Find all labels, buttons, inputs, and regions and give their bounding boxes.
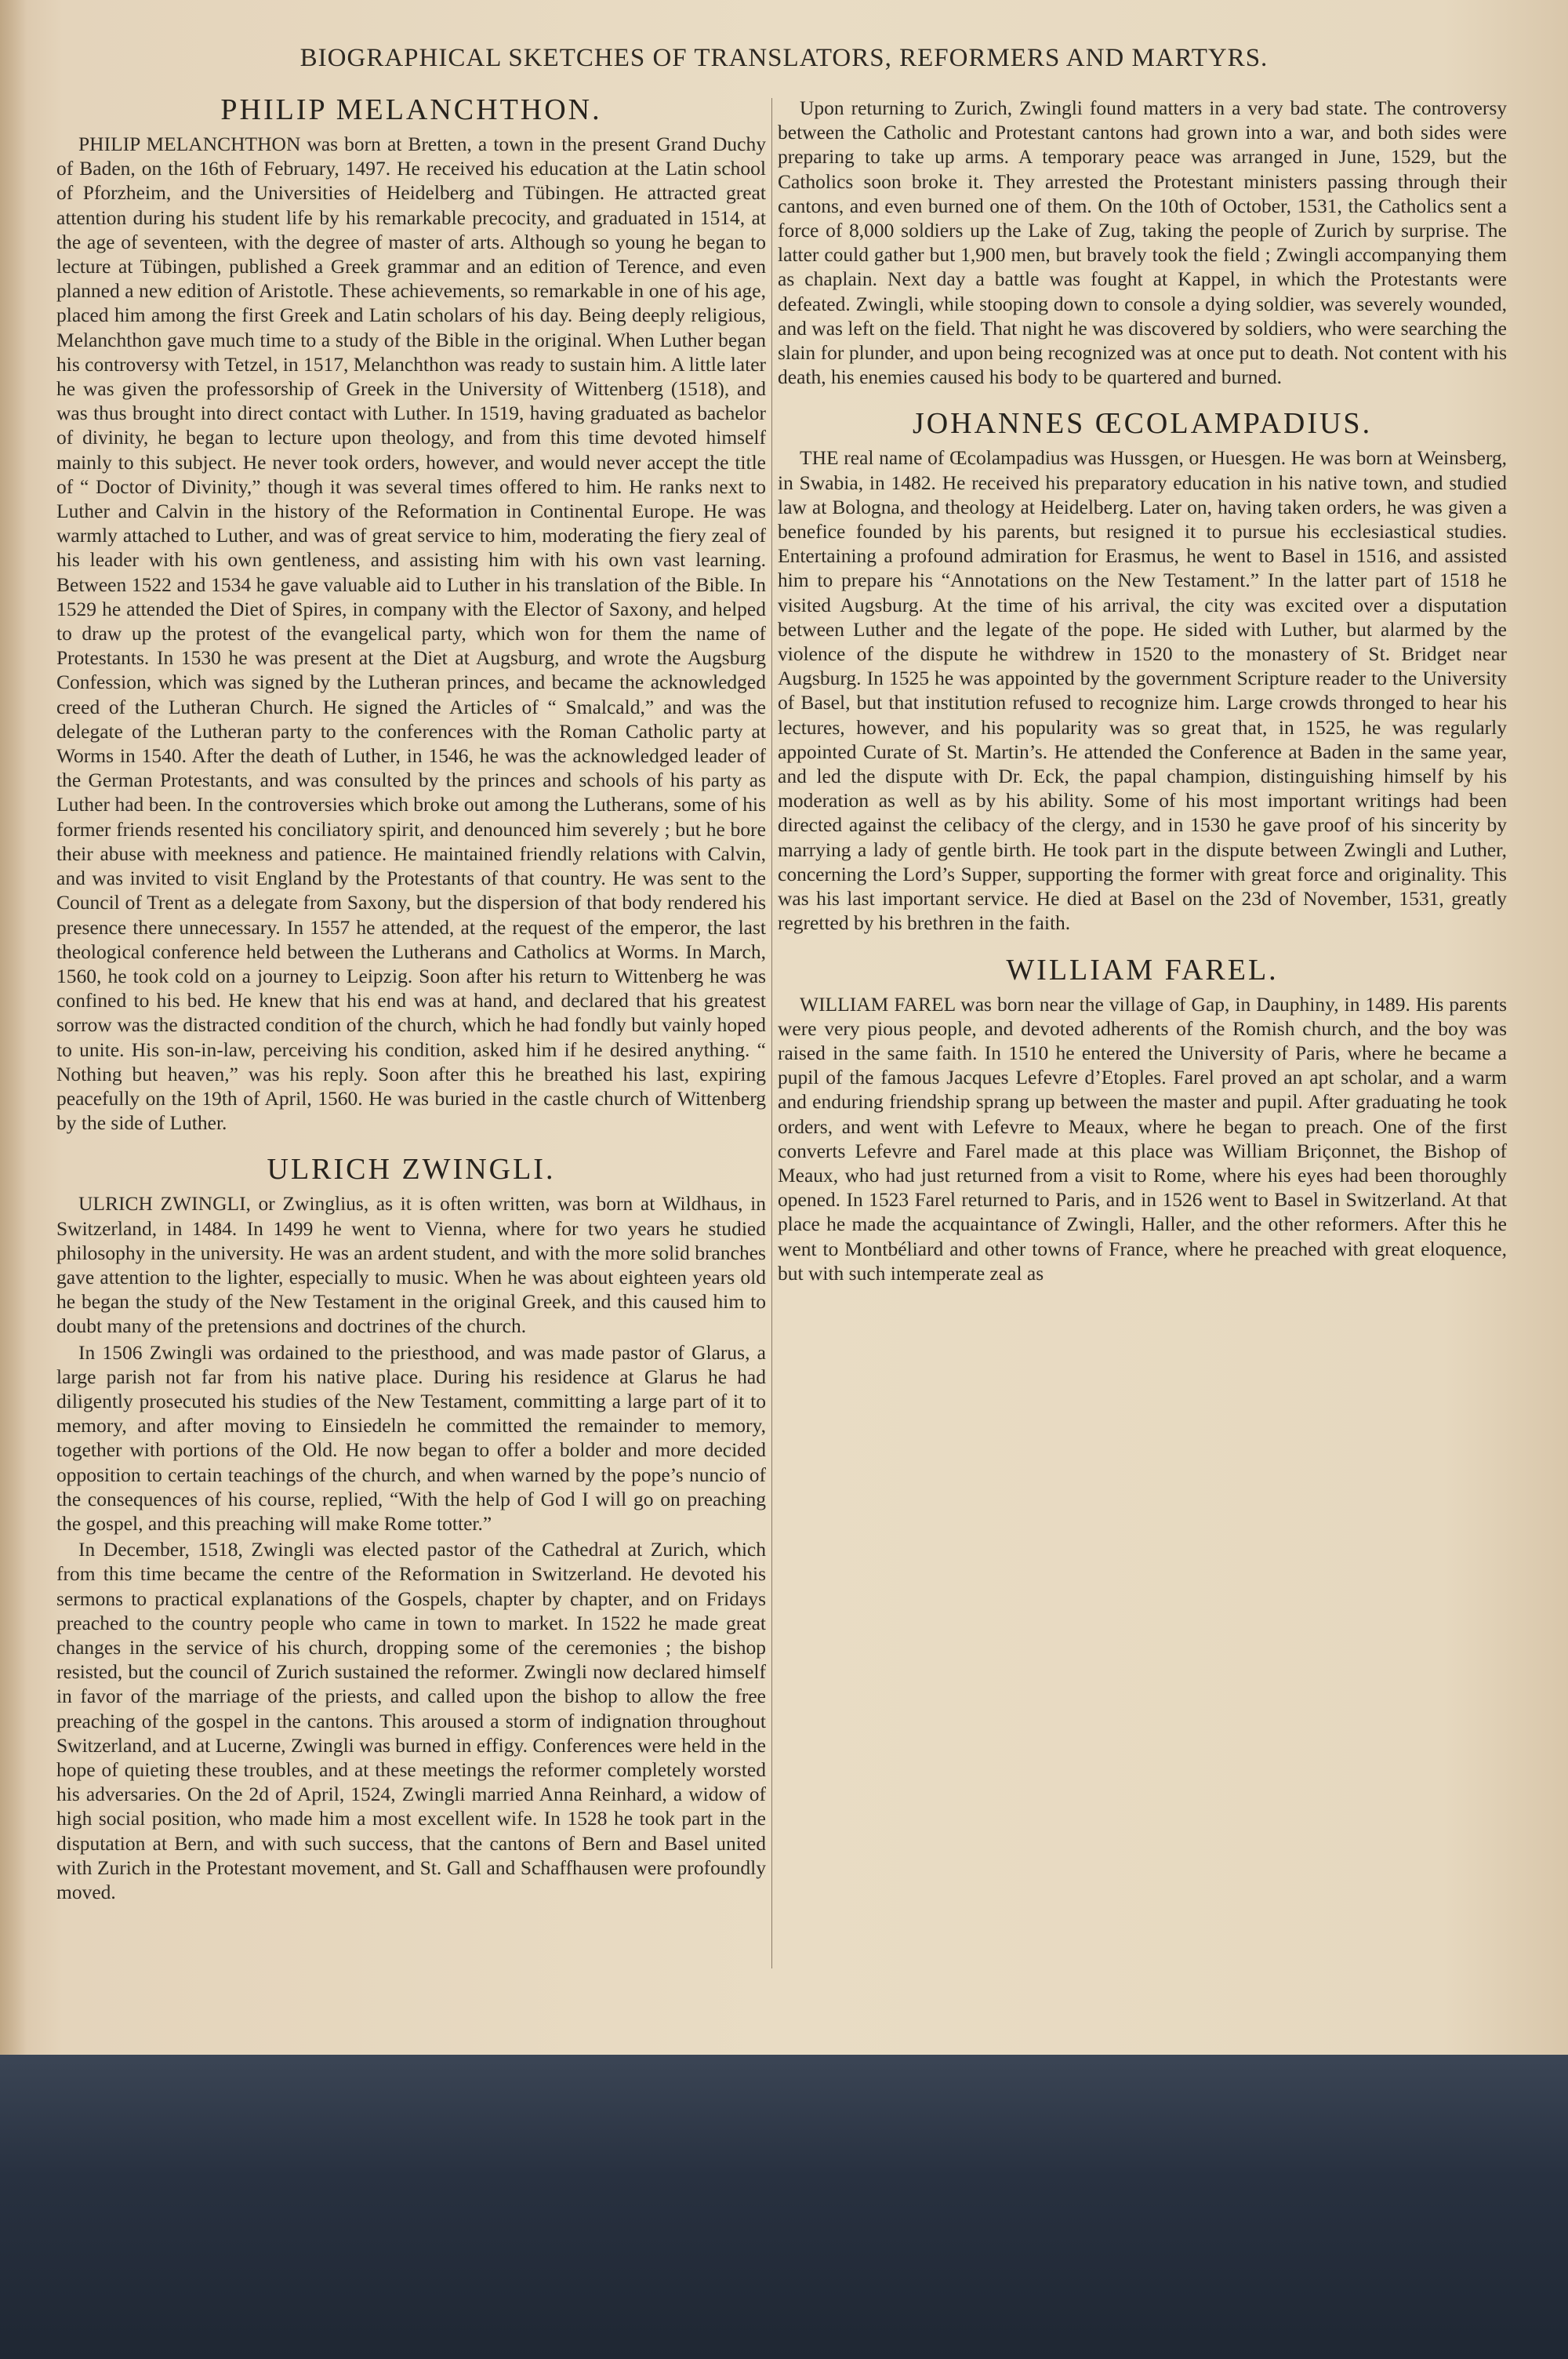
paragraph-zwingli-3: In December, 1518, Zwingli was elected pastor of the Cathedral at Zurich, which from this time became the centre of the Reformation in Switzerland. He devoted his sermons to practical explanations of the Gospels, chapter by chapter, and on Fridays preached to the country people who came in town to market. In 1522 he made great changes in the service of his church, dropping some of the ceremonies ; the bishop resisted, but the council of Zurich sustained the reformer. Zwingli now declared himself in favor of the marriage of the priests, and called upon the bishop to allow the free preaching of the gospel in the cantons. This aroused a storm of indignation throughout Switzerland, and at Lucerne, Zwingli was burned in effigy. Conferences were held in the hope of quieting these troubles, and at these meetings the reformer completely worsted his adversaries. On the 2d of April, 1524, Zwingli married Anna Reinhard, a widow of high social position, who made him a most excellent wife. In 1528 he took part in the disputation at Bern, and with such success, that the cantons of Bern and Basel united with Zurich in the Protestant movement, and St. Gall and Schaffhausen were profoundly moved. bbox=[56, 1538, 766, 1904]
paragraph-oecolampadius-1: THE real name of Œcolampadius was Hussgen, or Huesgen. He was born at Weinsberg, in Swabia, in 1482. He received his preparatory education in his native town, and studied law at Bologna, and theology at Heidelberg. Later on, having taken orders, he was given a benefice founded by his parents, but resigned it to pursue his ecclesiastical studies. Entertaining a profound admiration for Erasmus, he went to Basel in 1516, and assisted him to prepare his “Annotations on the New Testament.” In the latter part of 1518 he visited Augsburg. At the time of his arrival, the city was excited over a disputation between Luther and the legate of the pope. He sided with Luther, but alarmed by the violence of the dispute he withdrew in 1520 to the monastery of St. Bridget near Augsburg. In 1525 he was appointed by the government Scripture reader to the University of Basel, but that institution refused to recognize him. Large crowds thronged to hear his lectures, however, and his popularity was so great that, in 1525, he was regularly appointed Curate of St. Martin’s. He attended the Conference at Baden in the same year, and led the dispute with Dr. Eck, the papal champion, distinguishing himself by his moderation as well as by his ability. Some of his most important writings had been directed against the celibacy of the clergy, and in 1530 he gave proof of his sincerity by marrying a lady of gentle birth. He took part in the dispute between Zwingli and Luther, concerning the Lord’s Supper, supporting the former with great force and originality. This was his last important service. He died at Basel on the 23d of November, 1531, greatly regretted by his brethren in the faith. bbox=[778, 446, 1507, 935]
paragraph-farel-1: WILLIAM FAREL was born near the village of Gap, in Dauphiny, in 1489. His parents were very pious people, and devoted adherents of the Romish church, and the boy was raised in the same faith. In 1510 he entered the University of Paris, where he became a pupil of the famous Jacques Lefevre d’Etoples. Farel proved an apt scholar, and a warm and enduring friendship sprang up between the master and pupil. After graduating he took orders, and went with Lefevre to Meaux, where he began to preach. One of the first converts Lefevre and Farel made at this place was William Briçonnet, the Bishop of Meaux, who had just returned from a visit to Rome, where his eyes had been thoroughly opened. In 1523 Farel returned to Paris, and in 1526 went to Basel in Switzerland. At that place he made the acquaintance of Zwingli, Haller, and the other reformers. After this he went to Montbéliard and other towns of France, where he preached with great eloquence, but with such intemperate zeal as bbox=[778, 992, 1507, 1285]
column-divider bbox=[771, 98, 772, 1968]
paragraph-zwingli-1: ULRICH ZWINGLI, or Zwinglius, as it is often written, was born at Wildhaus, in Switzerland, in 1484. In 1499 he went to Vienna, where for two years he studied philosophy in the university. He was an ardent student, and with the more solid branches gave attention to the lighter, especially to music. When he was about eighteen years old he began the study of the New Testament in the original Greek, and this caused him to doubt many of the pretensions and doctrines of the church. bbox=[56, 1192, 766, 1338]
right-column bbox=[778, 96, 1507, 1285]
paragraph-melanchthon-1: PHILIP MELANCHTHON was born at Bretten, a town in the present Grand Duchy of Baden, on the 16th of February, 1497. He received his education at the Latin school of Pforzheim, and the Universities of Heidelberg and Tübingen. He attracted great attention during his student life by his remarkable precocity, and graduated in 1514, at the age of seventeen, with the degree of master of arts. Although so young he began to lecture at Tübingen, published a Greek grammar and an edition of Terence, and even planned a new edition of Aristotle. These achievements, so remarkable in one of his age, placed him among the first Greek and Latin scholars of his day. Being deeply religious, Melanchthon gave much time to a study of the Bible in the original. When Luther began his controversy with Tetzel, in 1517, Melanchthon was ready to sustain him. A little later he was given the professorship of Greek in the University of Wittenberg (1518), and was thus brought into direct contact with Luther. In 1519, having graduated as bachelor of divinity, he began to lecture upon theology, and from this time devoted himself mainly to this subject. He never took orders, however, and would never accept the title of “ Doctor of Divinity,” though it was several times offered to him. He ranks next to Luther and Calvin in the history of the Reformation in Continental Europe. He was warmly attached to Luther, and was of great service to him, moderating the fiery zeal of his leader with his own gentleness, and assisting him with his own vast learning. Between 1522 and 1534 he gave valuable aid to Luther in his translation of the Bible. In 1529 he attended the Diet of Spires, in company with the Elector of Saxony, and helped to draw up the protest of the evangelical party, which won for them the name of Protestants. In 1530 he was present at the Diet at Augsburg, and wrote the Augsburg Confession, which was signed by the Lutheran princes, and became the acknowledged creed of the Lutheran Church. He signed the Articles of “ Smalcald,” and was the delegate of the Lutheran party to the conferences with the Roman Catholic party at Worms in 1540. After the death of Luther, in 1546, he was the acknowledged leader of the German Protestants, and was consulted by the princes and schools of his party as Luther had been. In the controversies which broke out among the Lutherans, some of his former friends resented his conciliatory spirit, and denounced him severely ; but he bore their abuse with meekness and patience. He maintained friendly relations with Calvin, and was invited to visit England by the Protestants of that country. He was sent to the Council of Trent as a delegate from Saxony, but the dispersion of that body rendered his presence there unnecessary. In 1557 he attended, at the request of the emperor, the last theological conference held between the Lutherans and Catholics at Worms. In March, 1560, he took cold on a journey to Leipzig. Soon after his return to Wittenberg he was confined to his bed. He knew that his end was at hand, and declared that his greatest sorrow was the distracted condition of the church, which he had fondly but vainly hoped to unite. His son-in-law, perceiving his condition, asked him if he desired anything. “ Nothing but heaven,” was his reply. Soon after this he breathed his last, expiring peacefully on the 19th of April, 1560. He was buried in the castle church of Wittenberg by the side of Luther. bbox=[56, 133, 766, 1135]
background-surface bbox=[0, 2055, 1568, 2359]
paragraph-zwingli-2: In 1506 Zwingli was ordained to the priesthood, and was made pastor of Glarus, a large parish not far from his native place. During his residence at Glarus he had diligently prosecuted his studies of the New Testament, committing a large part of it to memory, and after moving to Einsiedeln he committed the remainder to memory, together with portions of the Old. He now began to offer a bolder and more decided opposition to certain teachings of the church, and when warned by the pope’s nuncio of the consequences of his course, replied, “With the help of God I will go on preaching the gospel, and this preaching will make Rome totter.” bbox=[56, 1340, 766, 1535]
left-column bbox=[56, 93, 766, 1904]
section-title-oecolampadius: JOHANNES ŒCOLAMPADIUS. bbox=[912, 407, 1373, 441]
section-title-farel: WILLIAM FAREL. bbox=[1006, 953, 1279, 987]
paragraph-zwingli-4: Upon returning to Zurich, Zwingli found matters in a very bad state. The controversy between the Catholic and Protestant cantons had grown into a war, and both sides were preparing to take up arms. A temporary peace was arranged in June, 1529, but the Catholics soon broke it. They arrested the Protestant ministers passing through their cantons, and even burned one of them. On the 10th of October, 1531, the Catholics sent a force of 8,000 soldiers up the Lake of Zug, taking the people of Zurich by surprise. The latter could gather but 1,900 men, but bravely took the field ; Zwingli accompanying them as chaplain. Next day a battle was fought at Kappel, in which the Protestants were defeated. Zwingli, while stooping down to console a dying soldier, was severely wounded, and was left on the field. That night he was discovered by soldiers, who were searching the slain for plunder, and upon being recognized was at once put to death. Not content with his death, his enemies caused his body to be quartered and burned. bbox=[778, 96, 1507, 389]
section-title-zwingli: ULRICH ZWINGLI. bbox=[267, 1153, 556, 1187]
running-header: BIOGRAPHICAL SKETCHES OF TRANSLATORS, REFORMERS AND MARTYRS. bbox=[299, 44, 1269, 72]
section-title-melanchthon: PHILIP MELANCHTHON. bbox=[220, 93, 602, 126]
